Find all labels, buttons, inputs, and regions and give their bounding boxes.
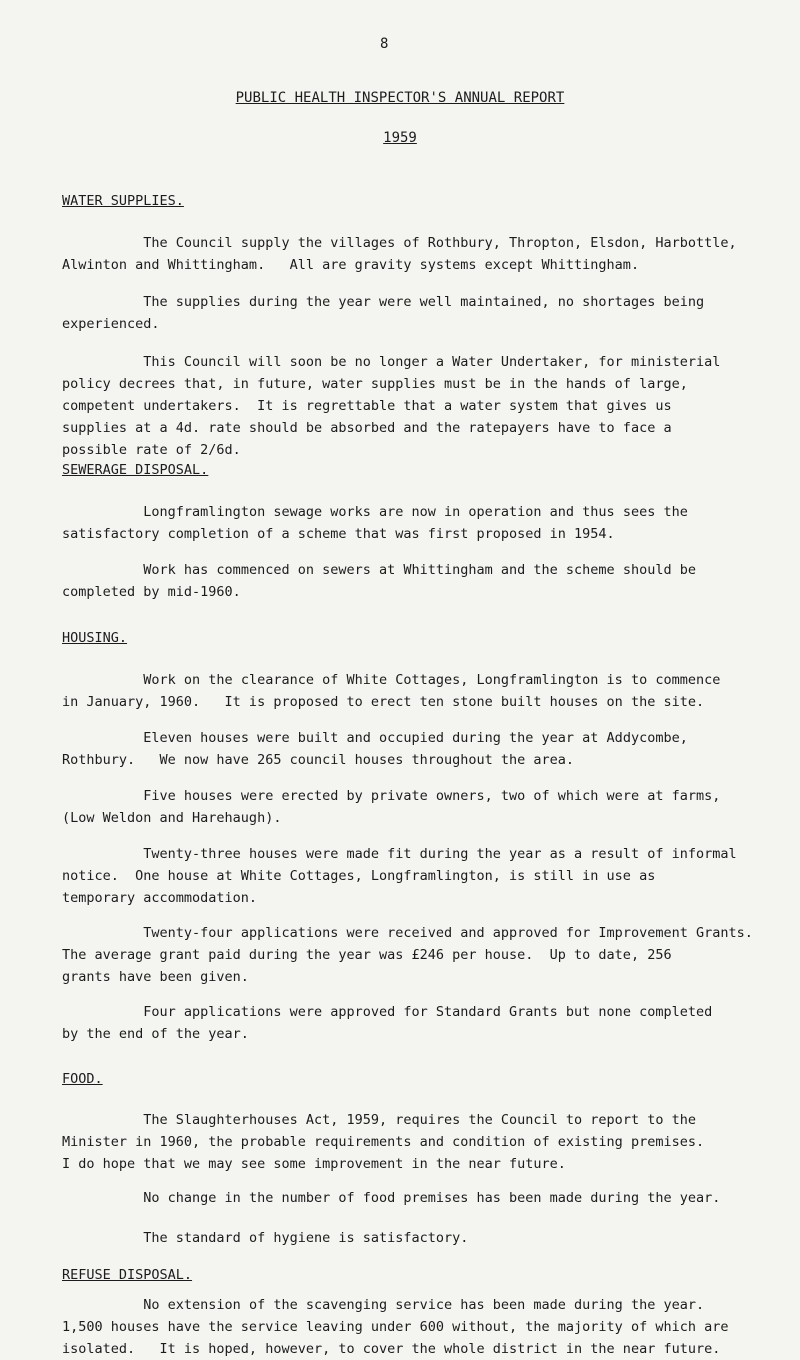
- heading-housing: HOUSING.: [62, 630, 128, 646]
- housing-paragraph-1: Work on the clearance of White Cottages, Longframlington is to commence in January, 1960. It is proposed to erect ten stone built houses on the site.: [62, 672, 721, 710]
- water-paragraph-1: The Council supply the villages of Rothbury, Thropton, Elsdon, Harbottle, Alwinton and Whittingham. All are gravity systems except Whittingham.: [62, 235, 737, 273]
- report-title: PUBLIC HEALTH INSPECTOR'S ANNUAL REPORT: [235, 90, 565, 106]
- housing-paragraph-5: Twenty-four applications were received and approved for Improvement Grants. The average grant paid during the year was £246 per house. Up to date, 256 grants have been given.: [62, 925, 753, 985]
- housing-paragraph-3: Five houses were erected by private owners, two of which were at farms, (Low Weldon and Harehaugh).: [62, 788, 721, 826]
- heading-refuse-disposal: REFUSE DISPOSAL.: [62, 1267, 193, 1283]
- housing-paragraph-4: Twenty-three houses were made fit during the year as a result of informal notice. One house at White Cottages, Longframlington, is still in use as temporary accommodation.: [62, 846, 737, 906]
- refuse-paragraph-1: No extension of the scavenging service has been made during the year. 1,500 houses have the service leaving under 600 without, the majority of which are isolated. It is hoped, however, to cover the whole district in the near future.: [62, 1297, 729, 1357]
- food-paragraph-3: The standard of hygiene is satisfactory.: [62, 1230, 469, 1246]
- heading-water-supplies: WATER SUPPLIES.: [62, 193, 184, 209]
- food-paragraph-2: No change in the number of food premises has been made during the year.: [62, 1190, 721, 1206]
- report-year: 1959: [383, 130, 417, 146]
- heading-food: FOOD.: [62, 1071, 103, 1087]
- heading-sewerage-disposal: SEWERAGE DISPOSAL.: [62, 462, 209, 478]
- water-paragraph-2: The supplies during the year were well maintained, no shortages being experienced.: [62, 294, 705, 332]
- sewerage-paragraph-2: Work has commenced on sewers at Whittingham and the scheme should be completed by mid-1960.: [62, 562, 696, 600]
- page-number: 8: [380, 36, 389, 52]
- food-paragraph-1: The Slaughterhouses Act, 1959, requires the Council to report to the Minister in 1960, the probable requirements and condition of existing premises. I do hope that we may see some improvement in the near future.: [62, 1112, 705, 1172]
- housing-paragraph-6: Four applications were approved for Standard Grants but none completed by the end of the year.: [62, 1004, 713, 1042]
- sewerage-paragraph-1: Longframlington sewage works are now in operation and thus sees the satisfactory completion of a scheme that was first proposed in 1954.: [62, 504, 688, 542]
- water-paragraph-3: This Council will soon be no longer a Water Undertaker, for ministerial policy decrees that, in future, water supplies must be in the hands of large, competent undertakers. It is regrettable that a water system that gives us supplies at a 4d. rate should be absorbed and the ratepayers have to face a possible rate of 2/6d.: [62, 354, 721, 458]
- housing-paragraph-2: Eleven houses were built and occupied during the year at Addycombe, Rothbury. We now have 265 council houses throughout the area.: [62, 730, 688, 768]
